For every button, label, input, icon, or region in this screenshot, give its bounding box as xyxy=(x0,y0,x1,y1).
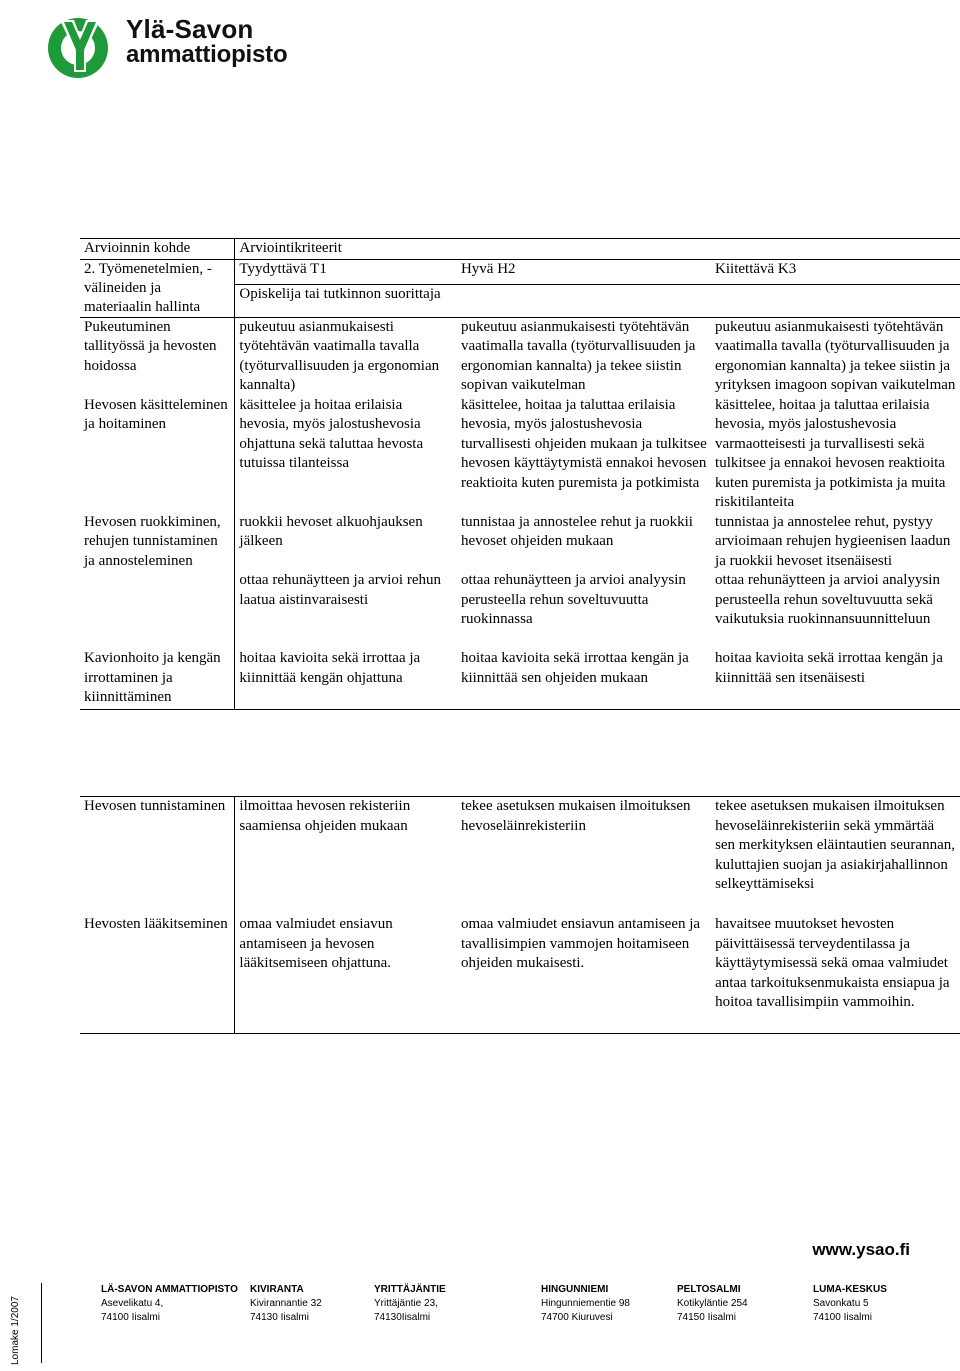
office-city: 74130 Iisalmi xyxy=(250,1312,309,1323)
office-address xyxy=(250,1283,322,1325)
row-kohde: Hevosten lääkitseminen xyxy=(80,915,235,1034)
row-k3: ottaa rehunäytteen ja arvioi analyysin perusteella rehun soveltuvuutta sekä vaikutuksia ruokinnansuunnitteluun xyxy=(715,572,940,627)
row-h2: käsittelee, hoitaa ja taluttaa erilaisia hevosia, myös jalostushevosia turvallisesti ohjeiden mukaan ja tulkitsee hevosen käyttäytymistä ennakoi hevosen reaktioita kuten puremista ja potkimista xyxy=(460,396,707,491)
table-row xyxy=(80,915,960,1034)
footer-divider xyxy=(41,1283,42,1363)
table-row xyxy=(80,317,960,396)
row-h2: tekee asetuksen mukaisen ilmoituksen hevoseläinrekisteriin xyxy=(457,797,711,916)
office-city: 74100 Iisalmi xyxy=(813,1312,872,1323)
office-name: LUMA-KESKUS xyxy=(813,1284,887,1295)
row-t1: ruokkii hevoset alkuohjauksen jälkeen xyxy=(235,513,457,572)
header-kohde: Arvioinnin kohde xyxy=(80,239,235,260)
logo-line1: Ylä-Savon xyxy=(126,14,254,44)
office-name: LÄ-SAVON AMMATTIOPISTO xyxy=(101,1284,238,1295)
row-kohde: Hevosen ruokkiminen, rehujen tunnistaminen ja annosteleminen xyxy=(84,513,221,569)
grade-t1: Tyydyttävä T1 xyxy=(235,259,457,284)
row-h2: pukeutuu asianmukaisesti työtehtävän vaatimalla tavalla (työturvallisuuden ja ergonomian kannalta) ja tekee siistin sopivan vaikutelman xyxy=(457,317,711,396)
row-k3: tunnistaa ja annostelee rehut, pystyy arvioimaan rehujen hygieenisen laadun ja ruokkii hevoset itsenäisesti xyxy=(715,513,951,569)
office-city: 74130Iisalmi xyxy=(374,1312,431,1323)
office-name: KIVIRANTA xyxy=(250,1284,304,1295)
office-street: Savonkatu 5 xyxy=(813,1298,869,1309)
office-address xyxy=(813,1283,887,1325)
table-row xyxy=(80,513,960,572)
office-street: Asevelikatu 4, xyxy=(101,1298,164,1309)
row-kohde: Hevosen käsitteleminen ja hoitaminen xyxy=(84,396,228,432)
row-k3: käsittelee, hoitaa ja taluttaa erilaisia hevosia, myös jalostushevosia varmaotteisesti ja turvallisesti sekä tulkitsee ja ennakoi hevosen reaktioita kuten puremista ja potkimista ja muita riskitilanteita xyxy=(715,396,946,510)
office-street: Kivirannantie 32 xyxy=(250,1298,322,1309)
office-address xyxy=(374,1283,446,1325)
row-t1: omaa valmiudet ensiavun antamiseen ja hevosen lääkitsemiseen ohjattuna. xyxy=(235,915,457,1034)
row-h2: ottaa rehunäytteen ja arvioi analyysin perusteella rehun soveltuvuutta ruokinnassa xyxy=(460,572,686,627)
office-city: 74100 Iisalmi xyxy=(101,1312,160,1323)
table-row xyxy=(80,649,960,710)
row-h2: tunnistaa ja annostelee rehut ja ruokkii hevoset ohjeiden mukaan xyxy=(460,513,693,549)
form-id-label: Lomake 1/2007 xyxy=(10,1296,21,1365)
office-street: Hingunniementie 98 xyxy=(541,1298,630,1309)
office-address xyxy=(541,1283,630,1325)
grade-k3: Kiitettävä K3 xyxy=(711,259,960,284)
row-kohde: Hevosen tunnistaminen xyxy=(80,797,235,916)
logo-text xyxy=(126,16,287,68)
row-t1: ilmoittaa hevosen rekisteriin saamiensa ohjeiden mukaan xyxy=(235,797,457,916)
table-row xyxy=(80,396,960,513)
grade-row xyxy=(80,259,960,284)
row-t1: käsittelee ja hoitaa erilaisia hevosia, myös jalostushevosia ohjattuna sekä taluttaa hevosta tutuissa tilanteissa xyxy=(235,396,457,513)
office-name: YRITTÄJÄNTIE xyxy=(374,1284,446,1295)
office-street: Kotikyläntie 254 xyxy=(677,1298,748,1309)
office-city: 74700 Kiuruvesi xyxy=(541,1312,613,1323)
header-kriteerit: Arviointikriteerit xyxy=(235,239,960,260)
row-k3: pukeutuu asianmukaisesti työtehtävän vaatimalla tavalla (työturvallisuuden ja ergonomian kannalta) ja tekee siistin ja yrityksen imagoon sopivan vaikutelman xyxy=(711,317,960,396)
assessment-table xyxy=(80,238,960,710)
row-t1: ottaa rehunäytteen ja arvioi rehun laatua aistinvaraisesti xyxy=(235,571,457,649)
topic-title: 2. Työmenetelmien, -välineiden ja materiaalin hallinta xyxy=(80,259,235,317)
row-h2: hoitaa kavioita sekä irrottaa kengän ja kiinnittää sen ohjeiden mukaan xyxy=(457,649,711,710)
office-city: 74150 Iisalmi xyxy=(677,1312,736,1323)
office-address xyxy=(677,1283,748,1325)
row-h2: omaa valmiudet ensiavun antamiseen ja tavallisimpien vammojen hoitamiseen ohjeiden mukaisesti. xyxy=(457,915,711,1034)
assessment-table-continued xyxy=(80,796,960,1034)
row-kohde: Kavionhoito ja kengän irrottaminen ja kiinnittäminen xyxy=(80,649,235,710)
logo-line2: ammattiopisto xyxy=(126,41,288,68)
office-address xyxy=(101,1283,238,1325)
row-k3: hoitaa kavioita sekä irrottaa kengän ja kiinnittää sen itsenäisesti xyxy=(711,649,960,710)
grade-h2: Hyvä H2 xyxy=(457,259,711,284)
table-row xyxy=(80,797,960,916)
row-k3: tekee asetuksen mukaisen ilmoituksen hevoseläinrekisteriin sekä ymmärtää sen merkityksen eläintautien seurannan, kuluttajien suojan ja asiakirjahallinnon selkeyttämiseksi xyxy=(711,797,960,916)
row-t1: pukeutuu asianmukaisesti työtehtävän vaatimalla tavalla (työturvallisuuden ja ergonomian kannalta) xyxy=(235,317,457,396)
row-k3: havaitsee muutokset hevosten päivittäisessä terveydentilassa ja käyttäytymisessä sekä omaa valmiudet antaa tarkoituksenmukaista ensiapua ja hoitoa tavallisimpiin vammoihin. xyxy=(711,915,960,1034)
row-kohde: Pukeutuminen tallityössä ja hevosten hoidossa xyxy=(80,317,235,396)
website-link[interactable]: www.ysao.fi xyxy=(812,1240,910,1259)
office-name: HINGUNNIEMI xyxy=(541,1284,609,1295)
school-logo xyxy=(40,10,320,82)
header-row xyxy=(80,239,960,260)
office-name: PELTOSALMI xyxy=(677,1284,741,1295)
row-t1: hoitaa kavioita sekä irrottaa ja kiinnittää kengän ohjattuna xyxy=(235,649,457,710)
subject-label: Opiskelija tai tutkinnon suorittaja xyxy=(235,284,960,317)
office-street: Yrittäjäntie 23, xyxy=(374,1298,438,1309)
logo-mark-icon xyxy=(40,10,124,82)
